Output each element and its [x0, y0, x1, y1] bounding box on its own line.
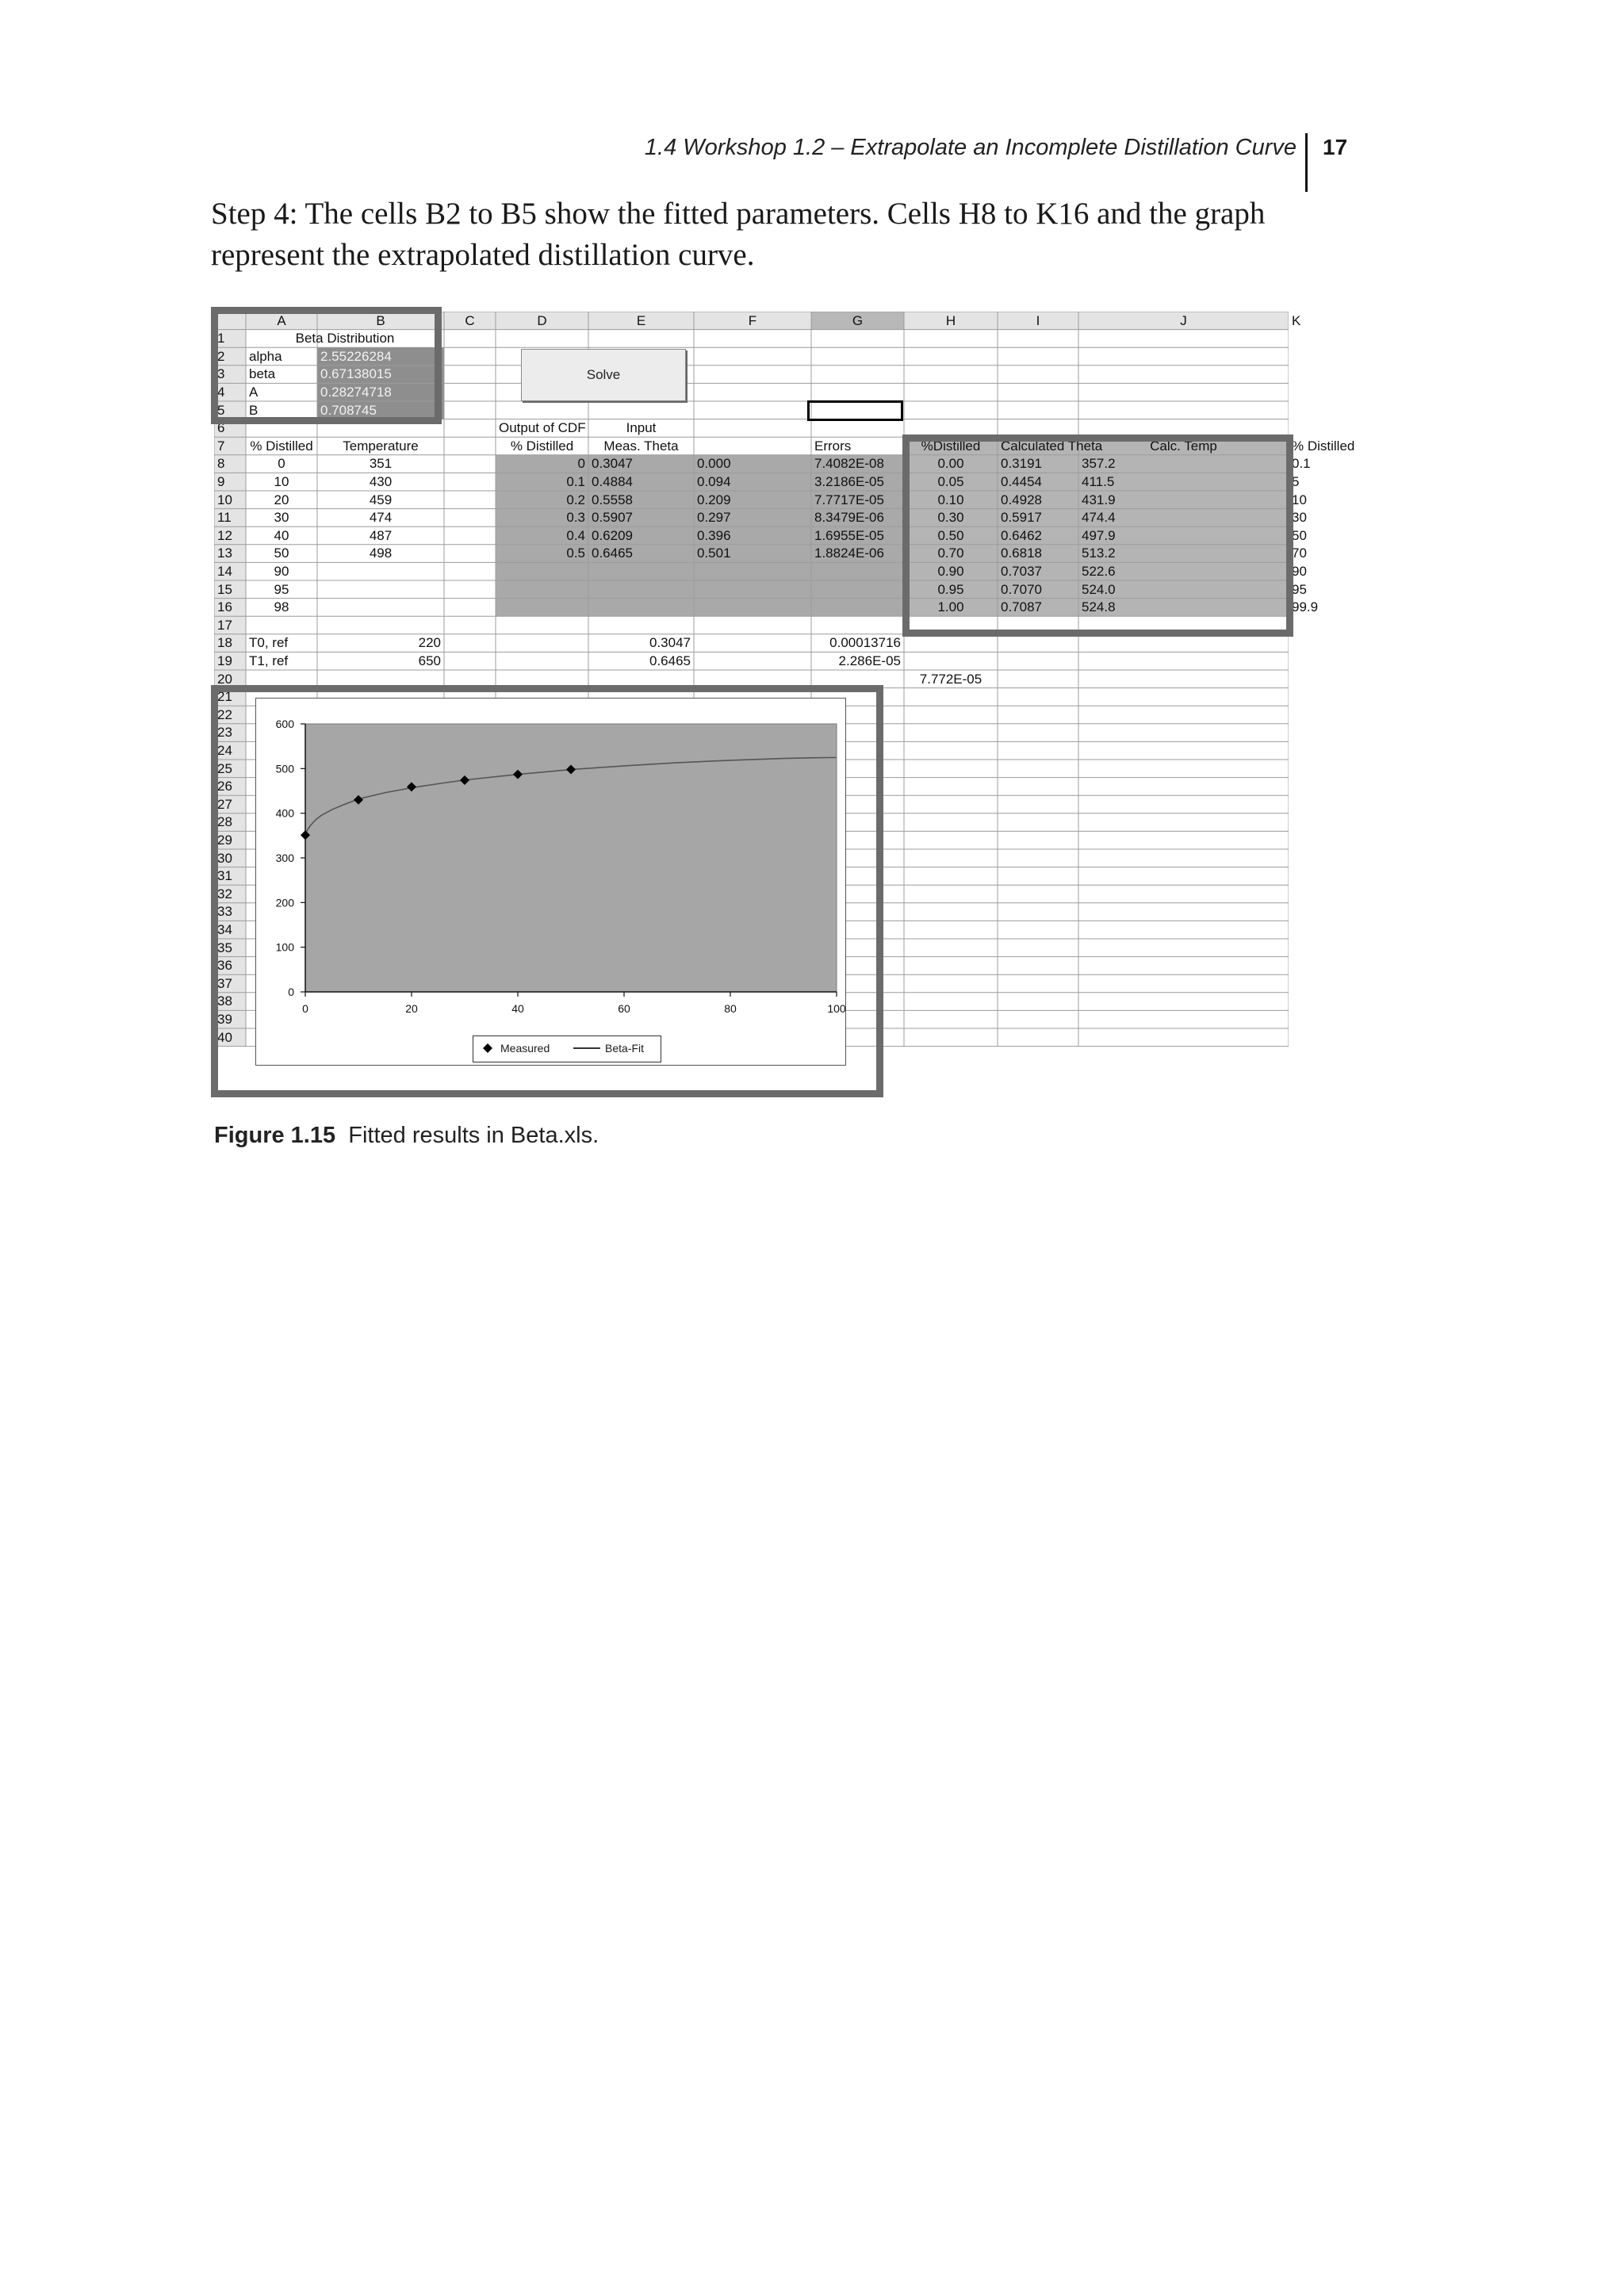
- out-pct-cell: 0.30: [937, 510, 964, 526]
- calc-temp-cell: 522.6: [1082, 563, 1116, 579]
- row-number: 24: [217, 742, 232, 758]
- out-pct-cell: 0.50: [937, 527, 964, 543]
- solve-button[interactable]: Solve: [521, 349, 686, 401]
- pct-distilled-cell: 95: [274, 581, 289, 597]
- row-number: 26: [217, 779, 232, 794]
- y-tick-label: 0: [288, 986, 294, 998]
- temperature-cell: 351: [369, 456, 393, 472]
- row-number: 1: [217, 331, 225, 346]
- cdf-cell: 0.4: [566, 527, 585, 543]
- out-distilled-cell: 30: [1292, 510, 1307, 526]
- distillation-chart: [255, 698, 846, 1066]
- calc-temp-cell: 513.2: [1082, 545, 1116, 561]
- pct-distilled-cell: 40: [274, 527, 289, 543]
- column-header-i: I: [1036, 312, 1040, 328]
- ref-theta: 0.3047: [649, 635, 691, 651]
- calc-temp-cell: 474.4: [1082, 510, 1116, 526]
- theta-cell: 0.4884: [592, 473, 633, 489]
- pct-distilled-cell: 20: [274, 492, 289, 507]
- legend-measured-label: Measured: [500, 1042, 550, 1055]
- running-title: 1.4 Workshop 1.2 – Extrapolate an Incomplete Distillation Curve: [644, 135, 1297, 160]
- row-number: 32: [217, 886, 232, 902]
- ref-theta: 0.6465: [649, 653, 691, 668]
- row-number: 9: [217, 473, 225, 489]
- calc-temp-cell: 411.5: [1082, 473, 1115, 489]
- row-number: 27: [217, 796, 232, 812]
- calc-temp-cell: 497.9: [1082, 527, 1116, 543]
- out-pct-cell: 0.95: [937, 581, 964, 597]
- column-title-k: % Distilled: [1292, 438, 1355, 454]
- column-header-b: B: [376, 312, 385, 328]
- pct-distilled-cell: 98: [274, 599, 289, 615]
- row-number: 10: [217, 492, 232, 507]
- cdf-cell: 0.5: [566, 545, 585, 561]
- row-number: 21: [217, 689, 232, 705]
- error-cell: 7.4082E-08: [814, 456, 884, 472]
- calc-theta-cell: 0.7070: [1001, 581, 1042, 597]
- error-cell: 8.3479E-06: [814, 510, 884, 526]
- calc-theta-cell: 0.4454: [1001, 473, 1042, 489]
- pct-distilled-cell: 0: [278, 456, 285, 472]
- x-tick-label: 20: [405, 1002, 418, 1015]
- out-pct-cell: 0.90: [937, 563, 964, 579]
- y-tick-label: 100: [275, 940, 294, 954]
- row-number: 38: [217, 993, 232, 1009]
- header-input: Input: [626, 420, 657, 436]
- theta-cell: 0.6209: [592, 527, 633, 543]
- row-number: 12: [217, 527, 232, 543]
- y-tick-label: 600: [275, 718, 294, 730]
- row-number: 2: [217, 348, 225, 364]
- ref-value: 650: [418, 653, 441, 668]
- calc-cell: 0.000: [697, 456, 731, 472]
- column-title-b: Temperature: [343, 438, 419, 454]
- row-number: 4: [217, 384, 225, 400]
- row-number: 11: [217, 510, 232, 526]
- calc-temp-cell: 357.2: [1082, 456, 1116, 472]
- out-distilled-cell: 70: [1292, 545, 1307, 561]
- param-value: 2.55226284: [320, 348, 392, 364]
- cdf-cell: 0: [577, 456, 585, 472]
- row-number: 39: [217, 1011, 232, 1027]
- column-title-e: Meas. Theta: [603, 438, 679, 454]
- calc-theta-cell: 0.6818: [1001, 545, 1042, 561]
- calc-theta-cell: 0.4928: [1001, 492, 1042, 507]
- header-rule: [1305, 133, 1308, 192]
- row-number: 28: [217, 814, 232, 830]
- header-output-cdf: Output of CDF: [499, 420, 586, 436]
- pct-distilled-cell: 50: [274, 545, 289, 561]
- param-name: B: [249, 402, 259, 418]
- param-name: beta: [249, 366, 276, 382]
- param-name: A: [249, 384, 259, 400]
- row-number: 29: [217, 832, 232, 848]
- cdf-cell: 0.3: [566, 510, 585, 526]
- params-title: Beta Distribution: [295, 331, 395, 346]
- column-header-a: A: [277, 312, 286, 328]
- row-number: 35: [217, 940, 232, 955]
- out-distilled-cell: 10: [1292, 492, 1307, 507]
- error-cell: 1.8824E-06: [814, 545, 884, 561]
- param-value: 0.67138015: [320, 366, 392, 382]
- cdf-cell: 0.1: [566, 473, 585, 489]
- row-number: 6: [217, 420, 225, 436]
- ref-label: T0, ref: [249, 635, 289, 651]
- calc-temp-cell: 431.9: [1082, 492, 1116, 507]
- y-tick-label: 200: [275, 896, 294, 909]
- theta-cell: 0.3047: [592, 456, 633, 472]
- row-number: 31: [217, 868, 232, 884]
- calc-theta-cell: 0.5917: [1001, 510, 1042, 526]
- x-tick-label: 40: [511, 1002, 524, 1015]
- out-pct-cell: 0.10: [937, 492, 964, 507]
- y-tick-label: 300: [275, 852, 294, 864]
- temperature-cell: 474: [369, 510, 393, 526]
- page-number: 17: [1323, 135, 1348, 159]
- row-number: 22: [217, 706, 232, 722]
- ref-error: 0.00013716: [829, 635, 901, 651]
- row-number: 3: [217, 366, 225, 382]
- column-header-h: H: [945, 312, 956, 328]
- out-distilled-cell: 90: [1292, 563, 1307, 579]
- calc-cell: 0.396: [697, 527, 731, 543]
- legend-fit-label: Beta-Fit: [605, 1042, 645, 1055]
- out-distilled-cell: 50: [1292, 527, 1307, 543]
- pct-distilled-cell: 90: [274, 563, 289, 579]
- out-pct-cell: 1.00: [937, 599, 964, 615]
- running-header: [0, 133, 1624, 181]
- row-number: 36: [217, 958, 232, 974]
- row-number: 30: [217, 850, 232, 866]
- calc-theta-cell: 0.7037: [1001, 563, 1042, 579]
- row-number: 7: [217, 438, 225, 454]
- column-header-f: F: [748, 312, 757, 328]
- x-tick-label: 0: [302, 1002, 308, 1015]
- out-pct-cell: 0.70: [937, 545, 964, 561]
- column-title-j: Calc. Temp: [1150, 438, 1217, 454]
- row-number: 33: [217, 904, 232, 920]
- row-number: 13: [217, 545, 232, 561]
- row-number: 18: [217, 635, 232, 651]
- column-header-j: J: [1180, 312, 1187, 328]
- ref-error: 2.286E-05: [838, 653, 901, 668]
- row-number: 15: [217, 581, 232, 597]
- step-paragraph: Step 4: The cells B2 to B5 show the fitted parameters. Cells H8 to K16 and the graph represent the extrapolated distillation curve.: [211, 197, 1266, 272]
- pct-distilled-cell: 10: [274, 473, 289, 489]
- temperature-cell: 459: [369, 492, 393, 507]
- out-distilled-cell: 99.9: [1292, 599, 1319, 615]
- column-header-g: G: [852, 312, 864, 328]
- calc-temp-cell: 524.8: [1082, 599, 1116, 615]
- column-header-e: E: [636, 312, 646, 328]
- calc-theta-cell: 0.6462: [1001, 527, 1042, 543]
- figure-caption: [214, 1123, 599, 1149]
- theta-cell: 0.6465: [592, 545, 633, 561]
- temperature-cell: 487: [369, 527, 393, 543]
- calc-theta-cell: 0.3191: [1001, 456, 1042, 472]
- row-number: 37: [217, 975, 232, 991]
- param-name: alpha: [249, 348, 282, 364]
- column-header-c: C: [465, 312, 475, 328]
- row-number: 16: [217, 599, 232, 615]
- row-number: 19: [217, 653, 232, 668]
- param-value: 0.708745: [320, 402, 377, 418]
- x-tick-label: 60: [618, 1002, 630, 1015]
- y-tick-label: 500: [275, 762, 294, 775]
- row-number: 25: [217, 760, 232, 776]
- theta-cell: 0.5907: [592, 510, 633, 526]
- out-distilled-cell: 95: [1292, 581, 1307, 597]
- x-tick-label: 100: [827, 1002, 845, 1015]
- column-title-h: %Distilled: [921, 438, 981, 454]
- calc-cell: 0.094: [697, 473, 731, 489]
- calc-cell: 0.209: [697, 492, 731, 507]
- row-number: 40: [217, 1029, 232, 1045]
- calc-cell: 0.501: [697, 545, 731, 561]
- theta-cell: 0.5558: [592, 492, 633, 507]
- plot-area: [305, 724, 837, 992]
- row-number: 17: [217, 617, 232, 633]
- row-number: 8: [217, 456, 225, 472]
- temperature-cell: 498: [369, 545, 393, 561]
- x-tick-label: 80: [724, 1002, 737, 1015]
- column-title-d: % Distilled: [510, 438, 574, 454]
- error-cell: 3.2186E-05: [814, 473, 884, 489]
- chart-svg: [256, 699, 845, 1065]
- caption-text: Fitted results in Beta.xls.: [348, 1123, 599, 1148]
- row-number: 14: [217, 563, 232, 579]
- out-distilled-cell: 5: [1292, 473, 1300, 489]
- column-header-k: K: [1292, 312, 1301, 328]
- out-pct-cell: 0.00: [937, 456, 964, 472]
- calc-cell: 0.297: [697, 510, 731, 526]
- column-title-g: Errors: [814, 438, 852, 454]
- y-tick-label: 400: [275, 806, 294, 820]
- caption-label: Figure 1.15: [214, 1123, 336, 1148]
- calc-temp-cell: 524.0: [1082, 581, 1116, 597]
- out-pct-cell: 0.05: [937, 473, 964, 489]
- row-number: 34: [217, 921, 232, 937]
- error-cell: 1.6955E-05: [814, 527, 884, 543]
- column-header-d: D: [537, 312, 547, 328]
- error-sum-cell: 7.772E-05: [919, 671, 982, 687]
- temperature-cell: 430: [369, 473, 393, 489]
- chart-legend: [473, 1035, 661, 1062]
- cdf-cell: 0.2: [566, 492, 585, 507]
- param-value: 0.28274718: [320, 384, 392, 400]
- column-title-a: % Distilled: [250, 438, 313, 454]
- legend-measured-marker: [483, 1043, 492, 1053]
- pct-distilled-cell: 30: [274, 510, 289, 526]
- ref-value: 220: [418, 635, 441, 651]
- row-number: 23: [217, 725, 232, 741]
- row-number: 20: [217, 671, 232, 687]
- calc-theta-cell: 0.7087: [1001, 599, 1042, 615]
- column-title-i: Calculated Theta: [1001, 438, 1103, 454]
- active-cell-cursor: [807, 400, 903, 421]
- row-number: 5: [217, 402, 225, 418]
- out-distilled-cell: 0.1: [1292, 456, 1311, 472]
- error-cell: 7.7717E-05: [814, 492, 884, 507]
- ref-label: T1, ref: [249, 653, 289, 668]
